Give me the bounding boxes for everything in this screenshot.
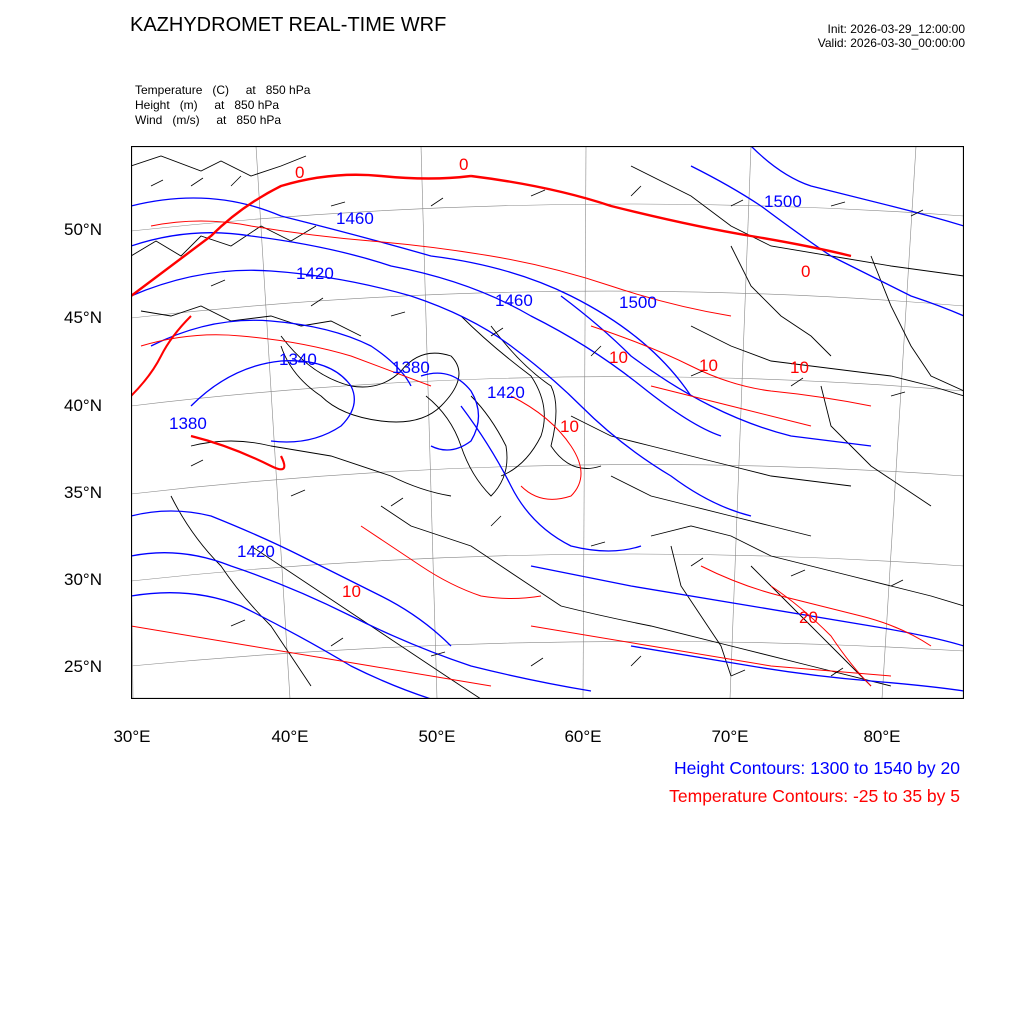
temperature-label: 0 <box>459 155 469 174</box>
lat-label-50: 50°N <box>64 220 102 239</box>
height-label: 1420 <box>487 383 525 402</box>
field-wind: Wind (m/s) at 850 hPa <box>135 113 282 127</box>
lon-label-30: 30°E <box>113 727 151 746</box>
wind-barbs <box>151 176 923 676</box>
height-label: 1420 <box>237 542 275 561</box>
lat-label-35: 35°N <box>64 483 102 502</box>
lon-label-50: 50°E <box>418 727 456 746</box>
map-title: KAZHYDROMET REAL-TIME WRF <box>130 14 447 36</box>
lat-label-40: 40°N <box>64 396 102 415</box>
lon-label-80: 80°E <box>863 727 901 746</box>
lon-label-40: 40°E <box>271 727 309 746</box>
height-label: 1460 <box>495 291 533 310</box>
height-label: 1500 <box>619 293 657 312</box>
init-time: Init: 2026-03-29_12:00:00 <box>827 22 965 36</box>
temperature-label: 10 <box>560 417 579 436</box>
valid-time: Valid: 2026-03-30_00:00:00 <box>817 36 965 50</box>
height-labels <box>169 192 802 561</box>
lon-label-70: 70°E <box>711 727 749 746</box>
height-label: 1380 <box>392 358 430 377</box>
height-label: 1420 <box>296 264 334 283</box>
forecast-times <box>818 22 965 50</box>
field-height: Height (m) at 850 hPa <box>135 98 280 112</box>
temperature-label: 0 <box>295 163 305 182</box>
height-label: 1340 <box>279 350 317 369</box>
temperature-label: 10 <box>342 582 361 601</box>
temperature-label: 20 <box>799 608 818 627</box>
lon-label-60: 60°E <box>564 727 602 746</box>
coastlines-borders <box>131 156 964 699</box>
weather-map <box>131 146 964 699</box>
field-legend <box>135 83 310 128</box>
temperature-label: 0 <box>801 262 811 281</box>
temperature-label: 10 <box>790 358 809 377</box>
height-label: 1460 <box>336 209 374 228</box>
lat-label-30: 30°N <box>64 570 102 589</box>
temperature-label: 10 <box>609 348 628 367</box>
field-temperature: Temperature (C) at 850 hPa <box>135 83 311 97</box>
height-label: 1500 <box>764 192 802 211</box>
temperature-label: 10 <box>699 356 718 375</box>
temperature-contour-legend: Temperature Contours: -25 to 35 by 5 <box>669 786 960 806</box>
lat-label-25: 25°N <box>64 657 102 676</box>
height-contour-legend: Height Contours: 1300 to 1540 by 20 <box>673 758 960 778</box>
height-label: 1380 <box>169 414 207 433</box>
lat-label-45: 45°N <box>64 308 102 327</box>
